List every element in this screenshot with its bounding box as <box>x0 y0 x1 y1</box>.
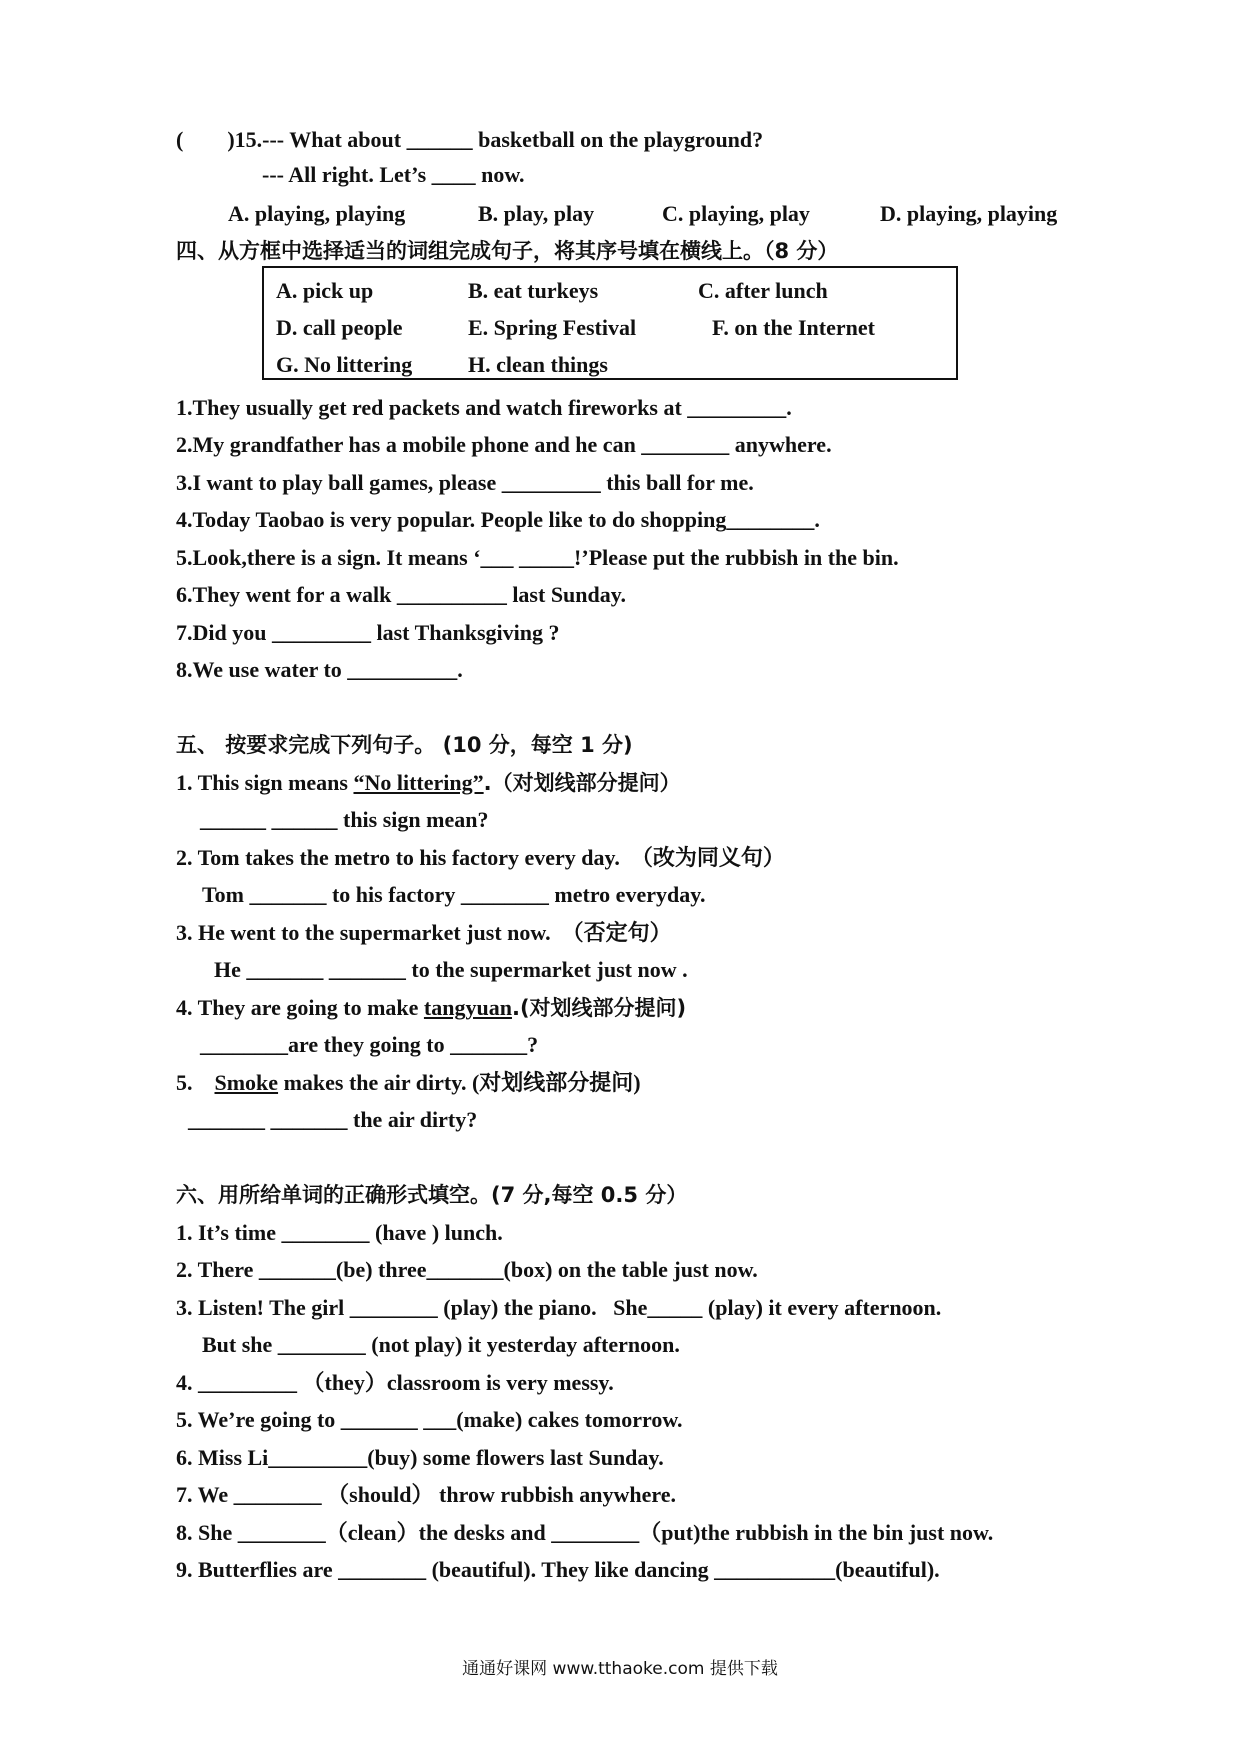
q5-pre: 5. <box>176 1070 215 1095</box>
section6-item: 2. There _______(be) three_______(box) on the table just now. <box>176 1257 758 1282</box>
page-footer: 通通好课网 www.tthaoke.com 提供下载 <box>462 1659 778 1679</box>
section6-item: 5. We’re going to _______ ___(make) cakes tomorrow. <box>176 1407 683 1432</box>
box-option-g: G. No littering <box>276 352 413 377</box>
section5-q3: 3. He went to the supermarket just now. （否定句） <box>176 920 672 945</box>
q1-post: .（对划线部分提问） <box>483 771 681 795</box>
section5-q2: 2. Tom takes the metro to his factory every day. （改为同义句） <box>176 845 785 870</box>
box-option-b: B. eat turkeys <box>468 278 599 303</box>
section5-q5 <box>176 1070 641 1096</box>
section4-item: 7.Did you _________ last Thanksgiving ? <box>176 620 560 645</box>
word-box <box>262 266 958 380</box>
box-option-h: H. clean things <box>468 352 608 377</box>
q4-underlined: tangyuan <box>423 995 512 1020</box>
section4-heading: 四、从方框中选择适当的词组完成句子，将其序号填在横线上。（8 分） <box>176 239 839 263</box>
section5-q1-answer: ______ ______ this sign mean? <box>200 807 489 832</box>
section4-item: 1.They usually get red packets and watch fireworks at _________. <box>176 395 792 420</box>
section4-item: 4.Today Taobao is very popular. People like to do shopping________. <box>176 507 820 532</box>
q1-pre: 1. This sign means <box>176 770 354 795</box>
section5-q4-answer <box>200 1032 538 1058</box>
q15-line1: ( )15.--- What about ______ basketball on the playground? <box>176 127 764 152</box>
section6-item: 7. We ________ （should） throw rubbish anywhere. <box>176 1482 676 1507</box>
section4-item: 2.My grandfather has a mobile phone and he can ________ anywhere. <box>176 432 832 457</box>
section6-item: 9. Butterflies are ________ (beautiful). They like dancing ___________(beautiful). <box>176 1557 940 1582</box>
section6-item: 3. Listen! The girl ________ (play) the piano. She_____ (play) it every afternoon. <box>176 1295 942 1320</box>
section5-q2-answer: Tom _______ to his factory ________ metro everyday. <box>202 882 706 907</box>
section6-item: 1. It’s time ________ (have ) lunch. <box>176 1220 503 1245</box>
q4-answer-rest: are they going to _______? <box>288 1032 539 1057</box>
section6-item: 6. Miss Li_________(buy) some flowers last Sunday. <box>176 1445 664 1470</box>
q4-pre: 4. They are going to make <box>176 995 424 1020</box>
box-option-a: A. pick up <box>276 278 374 303</box>
section5-q5-answer: _______ _______ the air dirty? <box>188 1107 478 1132</box>
q4-answer-blank: ________ <box>200 1032 288 1057</box>
box-option-e: E. Spring Festival <box>468 315 637 340</box>
section4-item: 8.We use water to __________. <box>176 657 463 682</box>
section4-item: 3.I want to play ball games, please _________ this ball for me. <box>176 470 754 495</box>
q15-option-b: B. play, play <box>478 201 595 226</box>
section4-item: 6.They went for a walk __________ last Sunday. <box>176 582 627 607</box>
section5-heading: 五、 按要求完成下列句子。 (10 分，每空 1 分) <box>176 733 633 757</box>
q15-line2: --- All right. Let’s ____ now. <box>262 162 525 187</box>
section5-q3-answer: He _______ _______ to the supermarket just now . <box>214 957 688 982</box>
q5-post: makes the air dirty. (对划线部分提问) <box>278 1070 641 1095</box>
q15-option-d: D. playing, playing <box>880 201 1058 226</box>
box-option-d: D. call people <box>276 315 403 340</box>
section6-item: 8. She ________（clean）the desks and ________（put)the rubbish in the bin just now. <box>176 1520 994 1545</box>
q4-post: .(对划线部分提问) <box>511 996 687 1020</box>
section5-q1 <box>176 770 681 796</box>
section6-item: But she ________ (not play) it yesterday afternoon. <box>202 1332 680 1357</box>
section6-item: 4. _________ （they）classroom is very messy. <box>176 1370 614 1395</box>
section4-item: 5.Look,there is a sign. It means ‘___ _____!’Please put the rubbish in the bin. <box>176 545 899 570</box>
box-option-c: C. after lunch <box>698 278 828 303</box>
section5-q4 <box>176 995 686 1021</box>
section6-heading: 六、用所给单词的正确形式填空。(7 分,每空 0.5 分） <box>176 1183 688 1207</box>
q1-underlined: “No littering” <box>353 770 484 795</box>
q15-option-a: A. playing, playing <box>228 201 406 226</box>
q5-underlined: Smoke <box>214 1070 279 1095</box>
box-option-f: F. on the Internet <box>712 315 875 340</box>
q15-option-c: C. playing, play <box>662 201 810 226</box>
